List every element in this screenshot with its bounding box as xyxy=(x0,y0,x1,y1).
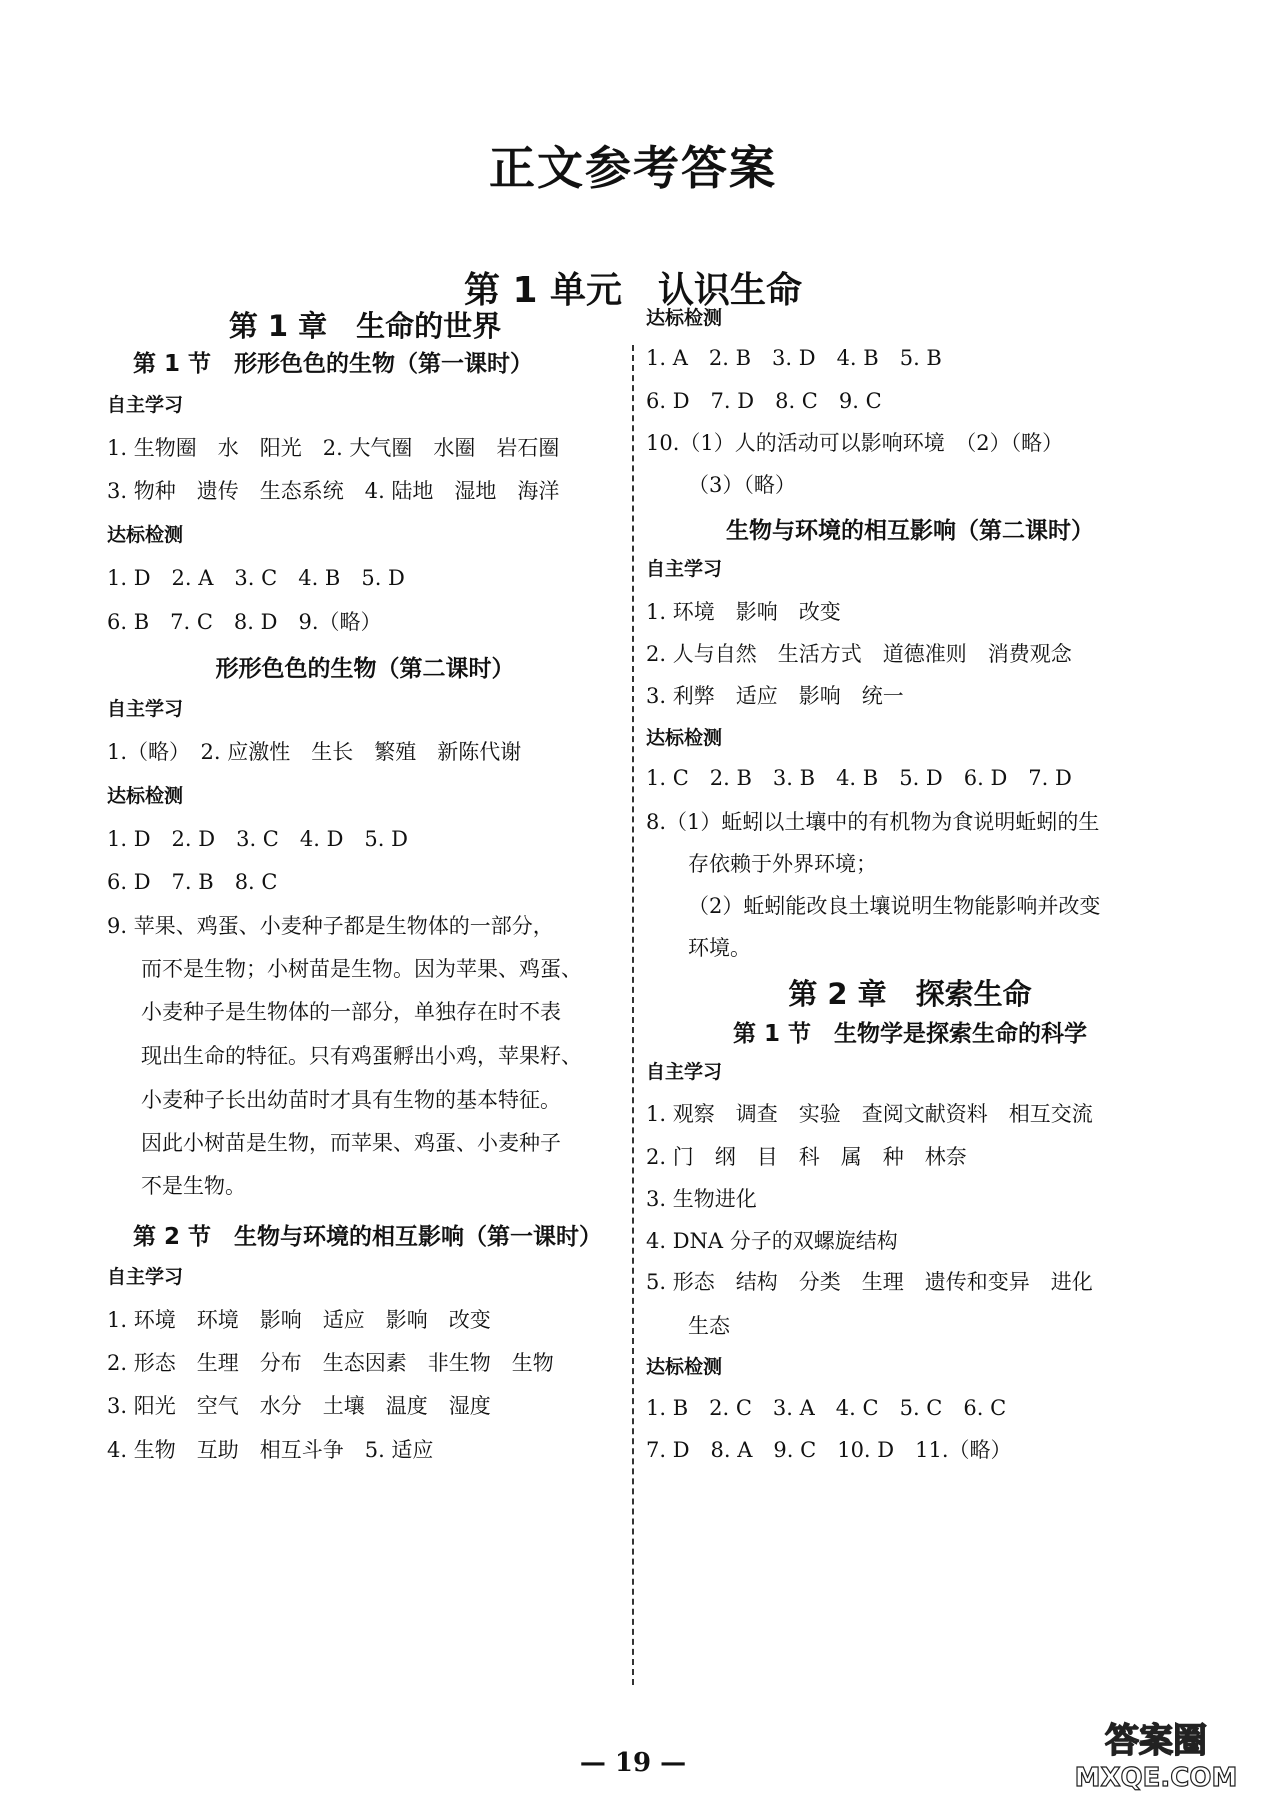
answer-line: 9. 苹果、鸡蛋、小麦种子都是生物体的一部分， xyxy=(107,914,554,938)
subheading-label: 达标检测 xyxy=(646,307,723,329)
answer-line: 而不是生物；小树苗是生物。因为苹果、鸡蛋、 xyxy=(141,957,582,981)
page-number: — 19 — xyxy=(579,1748,687,1778)
watermark-logo-text: 答案圈 xyxy=(1105,1721,1207,1761)
subheading-label: 自主学习 xyxy=(107,698,184,720)
subheading-label: 达标检测 xyxy=(107,524,184,546)
answer-line: 1. 环境 环境 影响 适应 影响 改变 xyxy=(107,1308,491,1332)
unit-title: 第 1 单元 认识生命 xyxy=(463,270,803,311)
subheading-label: 自主学习 xyxy=(107,394,184,416)
subheading-label: 达标检测 xyxy=(646,1356,723,1378)
answer-line: 3. 物种 遗传 生态系统 4. 陆地 湿地 海洋 xyxy=(107,479,560,503)
answer-line: 存依赖于外界环境； xyxy=(688,852,877,876)
answer-line: 6. D 7. D 8. C 9. C xyxy=(646,389,882,413)
subheading-label: 达标检测 xyxy=(646,727,723,749)
section-heading: 第 2 节 生物与环境的相互影响（第一课时） xyxy=(133,1224,603,1250)
answer-line: 3. 利弊 适应 影响 统一 xyxy=(646,684,904,708)
answer-line: 1. D 2. D 3. C 4. D 5. D xyxy=(107,827,408,851)
subheading-label: 自主学习 xyxy=(646,1061,723,1083)
chapter-heading: 第 1 章 生命的世界 xyxy=(228,309,502,343)
answer-line: 6. B 7. C 8. D 9.（略） xyxy=(107,610,382,634)
answer-line: 2. 形态 生理 分布 生态因素 非生物 生物 xyxy=(107,1351,554,1375)
answer-line: 1. B 2. C 3. A 4. C 5. C 6. C xyxy=(646,1396,1007,1420)
answer-line: 4. DNA 分子的双螺旋结构 xyxy=(646,1229,898,1253)
page-title: 正文参考答案 xyxy=(489,141,777,195)
answer-line: 6. D 7. B 8. C xyxy=(107,870,278,894)
subheading-label: 达标检测 xyxy=(107,785,184,807)
answer-line: 生态 xyxy=(688,1314,730,1338)
answer-line: 2. 人与自然 生活方式 道德准则 消费观念 xyxy=(646,642,1072,666)
answer-line: 现出生命的特征。只有鸡蛋孵出小鸡，苹果籽、 xyxy=(141,1044,582,1068)
section-heading: 第 1 节 形形色色的生物（第一课时） xyxy=(133,351,534,377)
answer-line: 1. D 2. A 3. C 4. B 5. D xyxy=(107,566,405,590)
answer-line: 小麦种子长出幼苗时才具有生物的基本特征。 xyxy=(141,1088,561,1112)
answer-line: 1. 观察 调查 实验 查阅文献资料 相互交流 xyxy=(646,1102,1093,1126)
answer-line: 不是生物。 xyxy=(141,1174,246,1198)
column-divider xyxy=(632,345,634,1685)
section-heading: 第 1 节 生物学是探索生命的科学 xyxy=(732,1021,1088,1047)
section-heading: 生物与环境的相互影响（第二课时） xyxy=(726,518,1094,544)
watermark-url: MXQE.COM xyxy=(1074,1763,1238,1793)
answer-line: 3. 生物进化 xyxy=(646,1187,757,1211)
answer-line: 1. C 2. B 3. B 4. B 5. D 6. D 7. D xyxy=(646,766,1072,790)
answer-line: 环境。 xyxy=(688,936,751,960)
answer-line: （2）蚯蚓能改良土壤说明生物能影响并改变 xyxy=(688,894,1101,918)
answer-line: 10.（1）人的活动可以影响环境 （2）（略） xyxy=(646,431,1064,455)
answer-line: 7. D 8. A 9. C 10. D 11.（略） xyxy=(646,1438,1012,1462)
answer-line: 8.（1）蚯蚓以土壤中的有机物为食说明蚯蚓的生 xyxy=(646,810,1100,834)
answer-line: 1.（略） 2. 应激性 生长 繁殖 新陈代谢 xyxy=(107,740,522,764)
section-heading: 形形色色的生物（第二课时） xyxy=(215,656,515,682)
answer-line: 2. 门 纲 目 科 属 种 林奈 xyxy=(646,1145,967,1169)
chapter-heading: 第 2 章 探索生命 xyxy=(788,977,1032,1011)
answer-line: 小麦种子是生物体的一部分，单独存在时不表 xyxy=(141,1000,561,1024)
answer-line: （3）（略） xyxy=(688,473,796,497)
answer-line: 因此小树苗是生物，而苹果、鸡蛋、小麦种子 xyxy=(141,1131,561,1155)
answer-line: 4. 生物 互助 相互斗争 5. 适应 xyxy=(107,1438,434,1462)
subheading-label: 自主学习 xyxy=(646,558,723,580)
answer-line: 5. 形态 结构 分类 生理 遗传和变异 进化 xyxy=(646,1270,1093,1294)
watermark-logo xyxy=(1056,1714,1256,1794)
answer-line: 3. 阳光 空气 水分 土壤 温度 湿度 xyxy=(107,1394,491,1418)
answer-line: 1. 生物圈 水 阳光 2. 大气圈 水圈 岩石圈 xyxy=(107,436,560,460)
answer-line: 1. A 2. B 3. D 4. B 5. B xyxy=(646,346,942,370)
subheading-label: 自主学习 xyxy=(107,1266,184,1288)
answer-line: 1. 环境 影响 改变 xyxy=(646,600,841,624)
